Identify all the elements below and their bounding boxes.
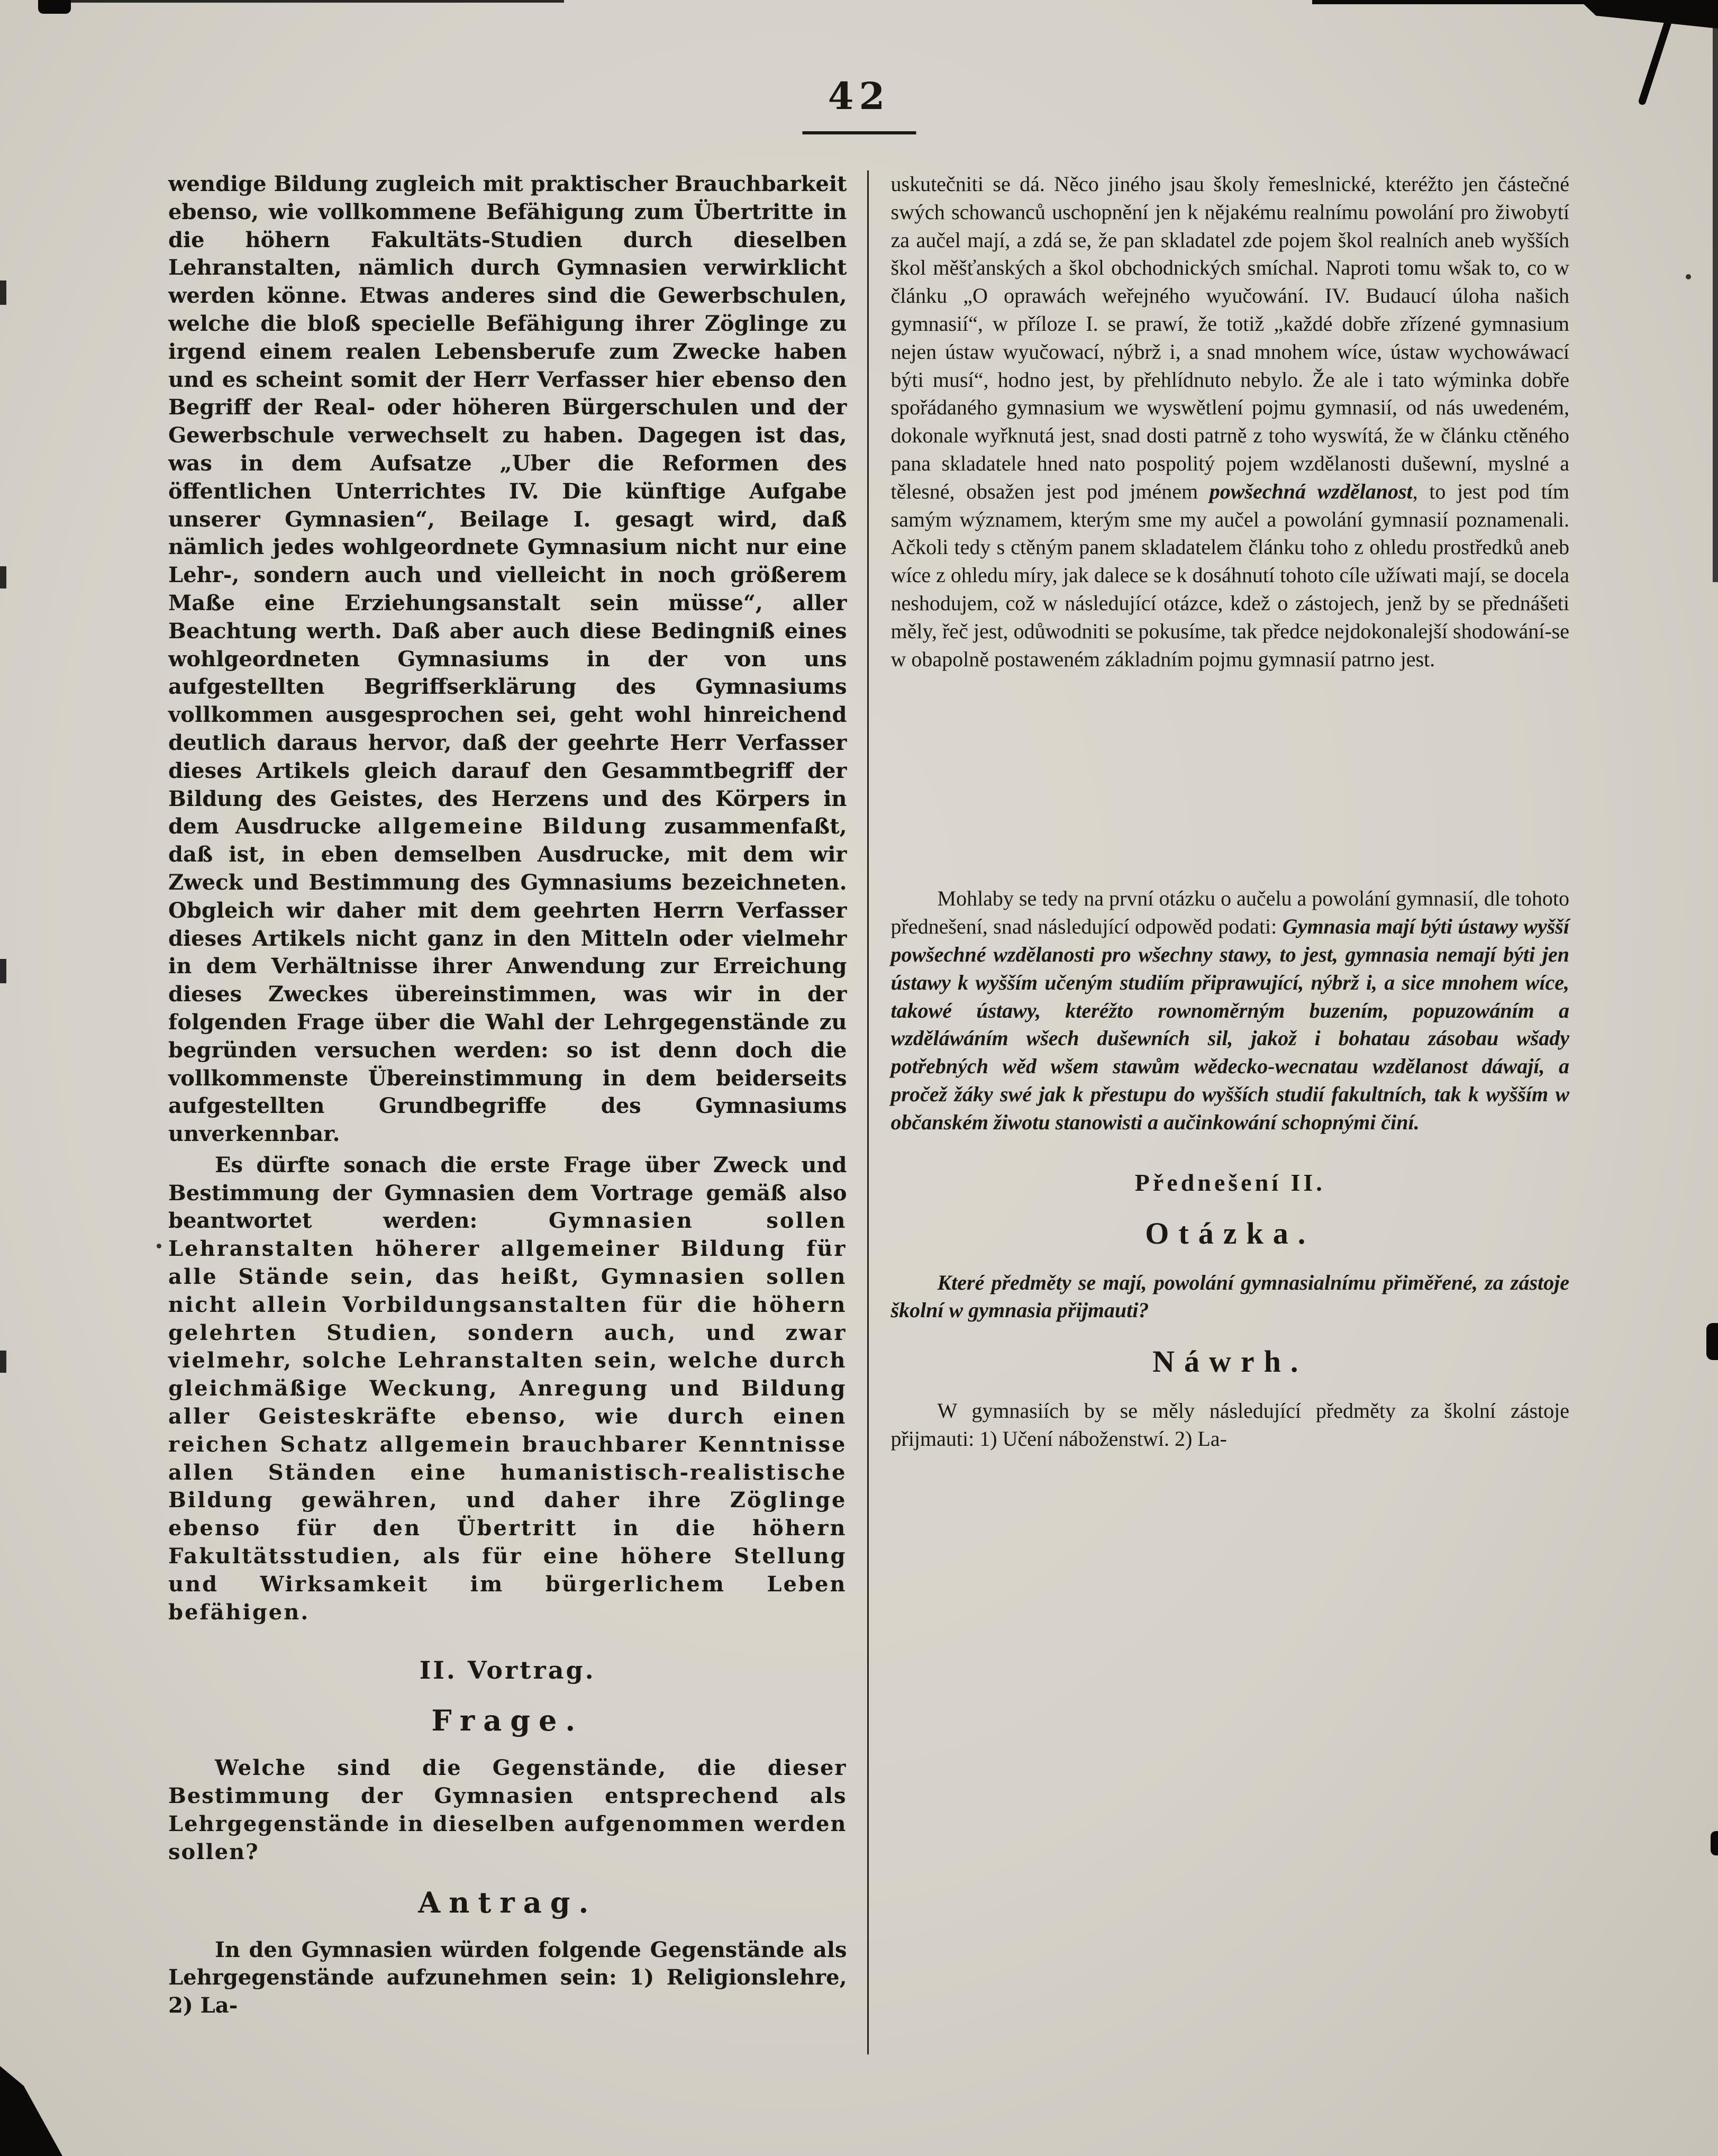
emphasis-text: Gymnasien sollen Lehranstalten höherer allgemeiner Bildung für alle Stände sein, das heißt, Gymnasien sollen nicht allein Vorbildungsanstalten für die höhern gelehrten Studien, sondern auch, und zwar vielmehr, solche Lehranstalten sein, welche durch gleichmäßige Weckung, Anregung und Bildung aller Geisteskräfte ebenso, wie durch einen reichen Schatz allgemein brauchbarer Kenntnisse allen Ständen eine humanistisch-realistische Bildung gewähren, und daher ihre Zöglinge ebenso für den Übertritt in die höhern Fakultätsstudien, als für eine höhere Stellung und Wirksamkeit im bürgerlichem Leben befähigen. xyxy=(168,1208,847,1625)
left-column-german xyxy=(168,170,867,2054)
emphasis-text: Gymnasia mají býti ústawy wyšší powšechné wzdělanosti pro wšechny stawy, to jest, gymnasia nemají býti jen ústawy k wyšším učeným studiím připrawující, nýbrž i, a sice mnohem wíce, takowé ústawy, kteréžto rownoměrným buzením, popuzowáním a wzděláwáním wšech dušewních sil, jakož i bohatau zásobau wšady potřebných wěd wšem stawům wědecko-wecnatau wzdělanost dáwají, a pročež žáky swé jak k přestupu do wyšších studií fakultních, tak k wyšším w občanském žiwotu stanowisti a aučinkowání schopnými činí. xyxy=(890,914,1569,1134)
czech-paragraph-1 xyxy=(891,170,1570,673)
paragraph-segment: Mohlaby se tedy na první otázku o aučelu a powolání gymnasií, dle tohoto přednešení, snad následující odpowěd podati: xyxy=(890,886,1569,939)
scan-artifact-left-edge-tick-1 xyxy=(0,280,6,305)
scan-artifact-left-edge-tick-2 xyxy=(0,566,6,588)
otazka-text: Které předměty se mají, powolání gymnasialnímu přiměřené, za zástoje školní w gymnasia přijmauti? xyxy=(890,1270,1569,1322)
scan-artifact-top-right-corner xyxy=(1579,0,1718,29)
heading-prednes: Přednešení II. xyxy=(1134,1168,1325,1196)
scan-artifact-left-edge-tick-4 xyxy=(0,1351,6,1373)
antrag-text: In den Gymnasien würden folgende Gegenstände als Lehrgegenstände aufzunehmen sein: 1) Religionslehre, 2) La- xyxy=(168,1937,847,2018)
czech-paragraph-2 xyxy=(891,885,1570,1136)
right-column-czech xyxy=(869,170,1570,2054)
paragraph-segment: , to jest pod tím samým wýznamem, kterým sme my aučel a powolání gymnasií poznamenali. Ačkoli tedy s ctěným panem skladatelem článku toho z ohledu prostředků aneb wíce z ohledu míry, jak dalece se k dosáhnutí tohoto cíle užíwati mají, se docela neshodujem, což w následující otázce, kdež o zástojech, jenž by se přednášeti měly, řeč jest, odůwodniti se pokusíme, tak předce nejdokonalejší shodowání-se w obapolně postaweném základním pojmu gymnasií patrno jest. xyxy=(890,479,1570,671)
emphasis-text: powšechná wzdělanost xyxy=(1209,479,1413,503)
paragraph-segment: wendige Bildung zugleich mit praktischer Brauchbarkeit ebenso, wie vollkommene Befähigung zum Übertritte in die höhern Fakultäts-Studien durch dieselben Lehranstalten, nämlich durch Gymnasien verwirklicht werden könne. Etwas anderes sind die Gewerbschulen, welche die bloß specielle Befähigung ihrer Zöglinge zu irgend einem realen Lebensberufe zum Zwecke haben und es scheint somit der Herr Verfasser hier ebenso den Begriff der Real- oder höheren Bürgerschulen und der Gewerbschule verwechselt zu haben. Dagegen ist das, was in dem Aufsatze „Uber die Reformen des öffentlichen Unterrichtes IV. Die künftige Aufgabe unserer Gymnasien“, Beilage I. gesagt wird, daß nämlich jedes wohlgeordnete Gymnasium nicht nur eine Lehr-, sondern auch und vielleicht in noch größerem Maße eine Erziehungsanstalt sein müsse“, aller Beachtung werth. Daß aber auch diese Bedingniß eines wohlgeordneten Gymnasiums in der von uns aufgestellten Begriffserklärung des Gymnasiums vollkommen ausgesprochen sei, geht wohl hinreichend deutlich daraus hervor, daß der geehrte Herr Verfasser dieses Artikels gleich darauf den Gesammtbegriff der Bildung des Geistes, des Herzens und des Körpers in dem Ausdrucke xyxy=(168,171,847,839)
emphasis-text: allgemeine Bildung xyxy=(377,814,648,839)
scan-artifact-ink-dot-2 xyxy=(1686,274,1691,279)
two-column-layout xyxy=(168,170,1569,2054)
scan-artifact-ink-dot-1 xyxy=(157,1244,161,1248)
heading-frage: Frage. xyxy=(431,1704,584,1738)
german-paragraph-2 xyxy=(168,1152,847,1627)
german-paragraph-1 xyxy=(168,170,847,1148)
scan-artifact-left-edge-tick-3 xyxy=(0,959,6,983)
paragraph-segment: uskutečniti se dá. Něco jiného jsau školy řemeslnické, kteréžto jen částečné swých schowanců uschopnění jen k nějakému realnímu powolání pro žiwobytí za aučel mají, a zdá se, že pan skladatel zde pojem škol realních aneb wyšších škol měšťanských a škol obchodnických smíchal. Naproti tomu wšak to, co w článku „O oprawách weřejného wyučowání. IV. Budaucí úloha našich gymnasií“, w příloze I. se prawí, že totiž „každé dobře zřízené gymnasium nejen ústaw wyučowací, nýbrž i, a snad mnohem wíce, ústaw wychowáwací býti musí“, hodno jest, by přehlídnuto nebylo. Že ale i tato wýminka dobře spořádaného gymnasium we wyswětlení pojmu gymnasií, od nás uwedeném, dokonale wyřknutá jest, snad dosti patrně z toho wyswítá, že w článku ctěného pana skladatele hned nato pospolitý pojem wzdělanosti dušewní, myslné a tělesné, obsažen jest pod jménem xyxy=(890,172,1569,503)
heading-antrag: Antrag. xyxy=(418,1885,597,1919)
heading-vortrag: II. Vortrag. xyxy=(419,1656,596,1685)
paragraph-segment: zusammenfaßt, daß ist, in eben demselben Ausdrucke, mit dem wir Zweck und Bestimmung des Gymnasiums bezeichneten. Obgleich wir daher mit dem geehrten Herrn Verfasser dieses Artikels nicht ganz in den Mitteln oder vielmehr in dem Verhältnisse ihrer Anwendung zur Erreichung dieses Zweckes übereinstimmen, was wir in der folgenden Frage über die Wahl der Lehrgegenstände zu begründen versuchen werden: so ist denn doch die vollkommenste Übereinstimmung in dem beiderseits aufgestellten Grundbegriffe des Gymnasiums unverkennbar. xyxy=(168,814,847,1147)
nawrh-text: W gymnasiích by se měly následující předměty za školní zástoje přijmauti: 1) Učení náboženstwí. 2) La- xyxy=(890,1399,1569,1451)
paragraph-segment: Es dürfte sonach die erste Frage über Zweck und Bestimmung der Gymnasien dem Vortrage gemäß also beantwortet werden: xyxy=(168,1152,847,1234)
scan-artifact-bottom-left-corner xyxy=(0,2066,62,2156)
page-number: 42 xyxy=(828,74,890,118)
page-number-rule xyxy=(802,131,916,134)
scan-artifact-right-edge-blob-2 xyxy=(1711,1831,1718,1855)
scan-artifact-right-edge-blob-1 xyxy=(1706,1323,1718,1360)
heading-nawrh: Náwrh. xyxy=(1152,1344,1308,1379)
scan-artifact-top-edge xyxy=(46,0,564,3)
frage-text: Welche sind die Gegenstände, die dieser Bestimmung der Gymnasien entsprechend als Lehrgegenstände in dieselben aufgenommen werden sollen? xyxy=(168,1755,847,1864)
heading-otazka: Otázka. xyxy=(1145,1216,1315,1251)
